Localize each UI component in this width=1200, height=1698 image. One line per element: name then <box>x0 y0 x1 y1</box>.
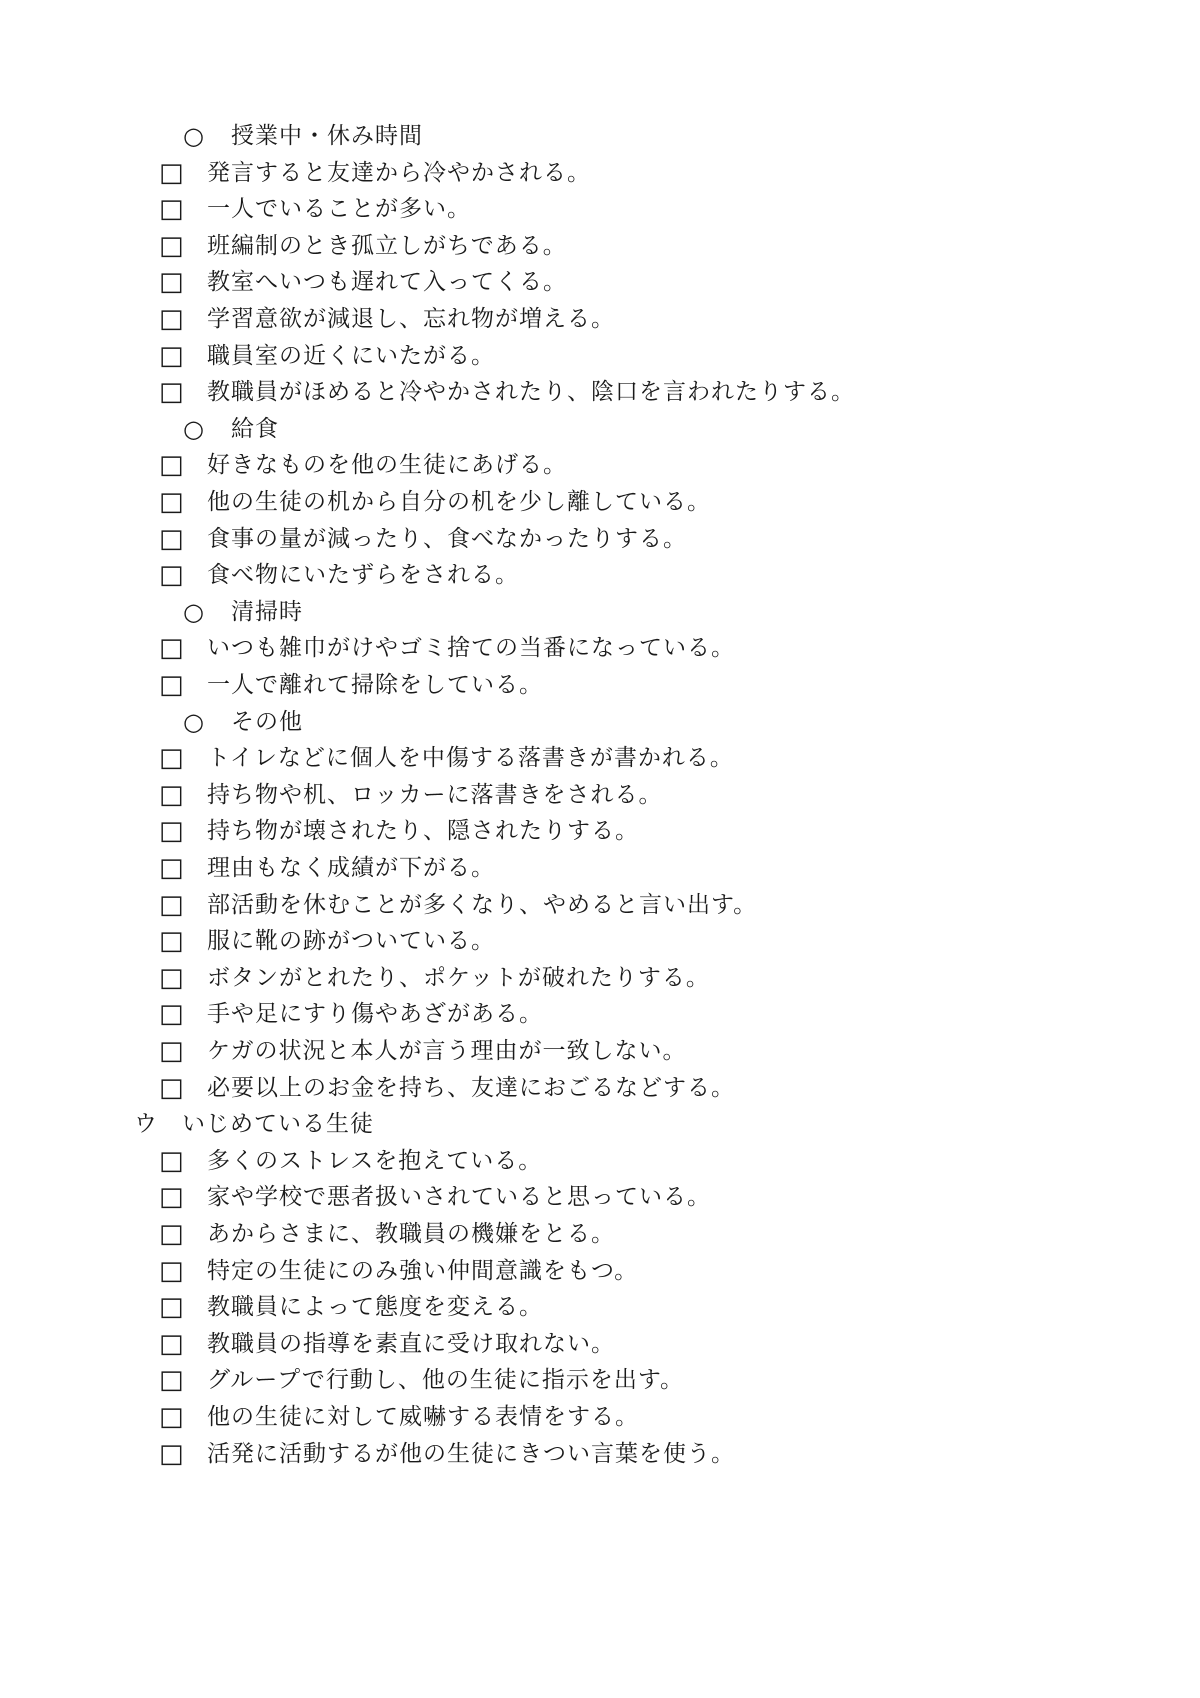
checkbox-icon: □ <box>159 1365 184 1396</box>
checklist-item-text: 教職員によって態度を変える。 <box>207 1294 543 1321</box>
checklist-item-text: 職員室の近くにいたがる。 <box>207 342 495 369</box>
heading-text: いじめている生徒 <box>182 1111 374 1138</box>
checkbox-icon: □ <box>159 1219 184 1249</box>
checkbox-icon: □ <box>159 1292 184 1323</box>
checklist-item-text: トイレなどに個人を中傷する落書きが書かれる。 <box>207 745 734 772</box>
checklist-item-text: あからさまに、教職員の機嫌をとる。 <box>207 1221 615 1247</box>
checkbox-icon: □ <box>159 1145 184 1176</box>
checkbox-icon: □ <box>159 1036 184 1066</box>
checkbox-icon: □ <box>159 560 184 591</box>
checkbox-icon: □ <box>159 999 184 1030</box>
checklist-item-text: ケガの状況と本人が言う理由が一致しない。 <box>207 1038 687 1064</box>
checklist-item-text: 学習意欲が減退し、忘れ物が増える。 <box>207 306 615 332</box>
heading-text: 給食 <box>231 415 279 442</box>
checkbox-icon: □ <box>159 853 184 883</box>
heading-text: その他 <box>231 708 303 735</box>
checklist-item-text: 教職員がほめると冷やかされたり、陰口を言われたりする。 <box>207 379 855 406</box>
checklist-item-text: 一人でいることが多い。 <box>207 196 471 223</box>
checkbox-icon: □ <box>159 816 184 847</box>
circle-bullet-icon: ○ <box>183 414 204 443</box>
checkbox-icon: □ <box>159 377 184 408</box>
checkbox-icon: □ <box>159 1255 184 1286</box>
checkbox-icon: □ <box>159 267 184 298</box>
checkbox-icon: □ <box>159 157 184 188</box>
heading-marker: ウ <box>134 1111 157 1138</box>
checklist-item-text: ボタンがとれたり、ポケットが破れたりする。 <box>207 964 710 991</box>
checkbox-icon: □ <box>159 487 184 517</box>
checkbox-icon: □ <box>159 523 184 554</box>
checkbox-icon: □ <box>159 926 184 957</box>
checklist-item-text: 他の生徒に対して威嚇する表情をする。 <box>207 1404 639 1430</box>
checkbox-icon: □ <box>159 230 184 261</box>
checklist-item-text: 必要以上のお金を持ち、友達におごるなどする。 <box>207 1074 735 1101</box>
checklist-item-text: 食べ物にいたずらをされる。 <box>207 562 519 589</box>
checklist-item-text: 発言すると友達から冷やかされる。 <box>207 159 591 186</box>
checkbox-icon: □ <box>159 194 184 225</box>
circle-bullet-icon: ○ <box>183 122 204 150</box>
checkbox-icon: □ <box>159 1438 184 1469</box>
heading-text: 清掃時 <box>231 598 303 625</box>
checklist-item-text: 一人で離れて掃除をしている。 <box>207 672 543 698</box>
checkbox-icon: □ <box>159 1328 184 1359</box>
checkbox-icon: □ <box>159 1402 184 1432</box>
checklist-item-text: いつも雑巾がけやゴミ捨ての当番になっている。 <box>207 635 735 662</box>
checklist-item-text: 他の生徒の机から自分の机を少し離している。 <box>207 489 711 515</box>
checklist-item-text: 班編制のとき孤立しがちである。 <box>207 232 567 259</box>
checkbox-icon: □ <box>159 450 184 481</box>
checkbox-icon: □ <box>159 1072 184 1103</box>
heading-text: 授業中・休み時間 <box>231 123 423 149</box>
checklist-item-text: 教室へいつも遅れて入ってくる。 <box>207 269 567 296</box>
checklist-item-text: 家や学校で悪者扱いされていると思っている。 <box>207 1184 711 1211</box>
checkbox-icon: □ <box>159 779 184 810</box>
checklist-item-text: 部活動を休むことが多くなり、やめると言い出す。 <box>207 891 758 918</box>
checklist-item-text: 活発に活動するが他の生徒にきつい言葉を使う。 <box>207 1440 735 1467</box>
checklist-item-text: 好きなものを他の生徒にあげる。 <box>207 452 567 479</box>
circle-bullet-icon: ○ <box>183 597 204 626</box>
checklist-item-text: 持ち物や机、ロッカーに落書きをされる。 <box>207 781 663 808</box>
checklist-item-text: グループで行動し、他の生徒に指示を出す。 <box>207 1367 685 1394</box>
checklist-item-text: 特定の生徒にのみ強い仲間意識をもつ。 <box>207 1257 639 1284</box>
circle-bullet-icon: ○ <box>183 707 204 736</box>
checkbox-icon: □ <box>159 304 184 334</box>
checklist-item-text: 手や足にすり傷やあざがある。 <box>207 1001 543 1028</box>
checkbox-icon: □ <box>159 962 184 993</box>
checkbox-icon: □ <box>159 1182 184 1213</box>
checkbox-icon: □ <box>159 340 184 371</box>
checklist-item-text: 持ち物が壊されたり、隠されたりする。 <box>207 818 639 845</box>
checklist-item-text: 多くのストレスを抱えている。 <box>207 1147 543 1174</box>
checklist-item-text: 食事の量が減ったり、食べなかったりする。 <box>207 525 687 552</box>
checklist-item-text: 理由もなく成績が下がる。 <box>207 855 495 881</box>
checkbox-icon: □ <box>159 670 184 700</box>
checkbox-icon: □ <box>159 889 184 920</box>
checklist-item-text: 服に靴の跡がついている。 <box>207 928 495 955</box>
checklist-item-text: 教職員の指導を素直に受け取れない。 <box>207 1330 615 1357</box>
checkbox-icon: □ <box>159 743 184 774</box>
checkbox-icon: □ <box>159 633 184 664</box>
